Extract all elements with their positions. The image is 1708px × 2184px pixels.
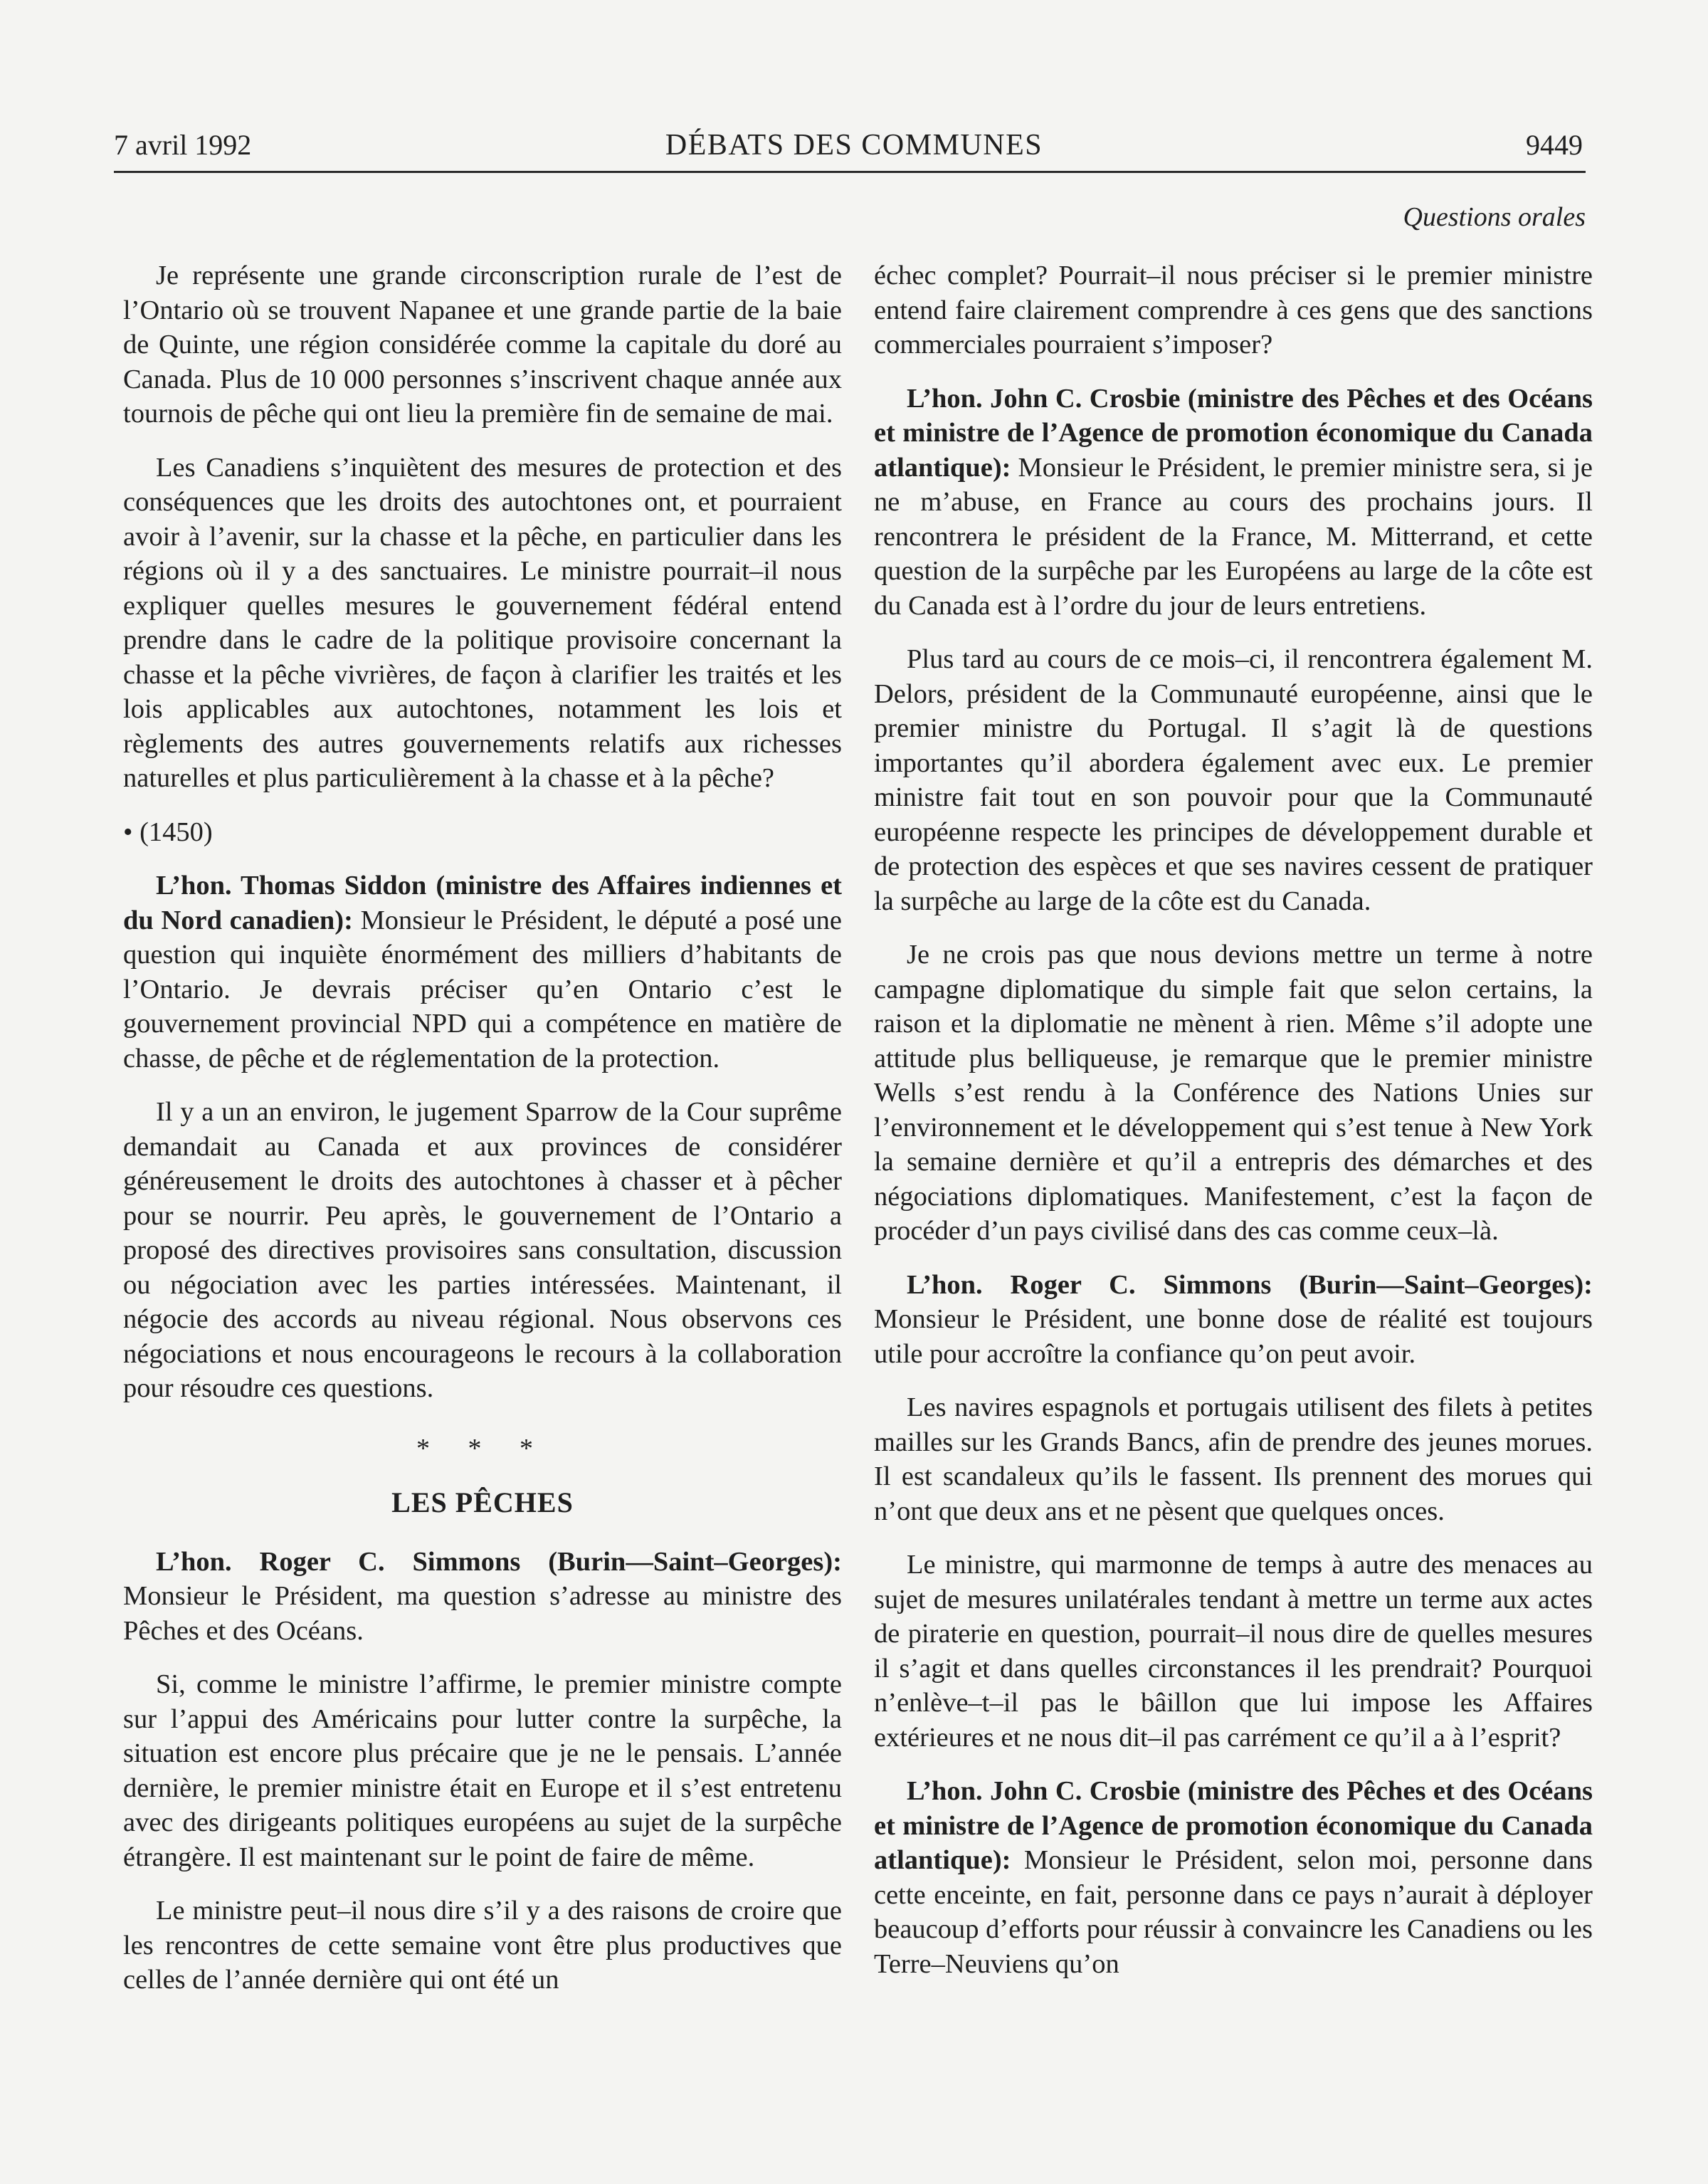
speaker-name: L’hon. John C. Crosbie (ministre des Pêches et des Océans et ministre de l’Agence de promotion économique du Canada atlantique): <box>874 383 1593 483</box>
paragraph: Il y a un an environ, le jugement Sparrow de la Cour suprême demandait au Canada et aux provinces de considérer généreusement le droits des autochtones à chasser et à pêcher pour se nourrir. Peu après, le gouvernement de l’Ontario a proposé des directives provisoires sans consultation, discussion ou négociation avec les parties intéressées. Maintenant, il négocie des accords au niveau régional. Nous observons ces négociations et nous encourageons le recours à la collaboration pour résoudre ces questions. <box>123 1097 842 1403</box>
paragraph: Les Canadiens s’inquiètent des mesures de protection et des conséquences que les droits des autochtones ont, et pourraient avoir à l’avenir, sur la chasse et la pêche, en particulier dans les régions où il y a des sanctuaires. Le ministre pourrait–il nous expliquer quelles mesures le gouvernement fédéral entend prendre dans le cadre de la politique provisoire concernant la chasse et la pêche vivrières, de façon à clarifier les traités et les lois applicables aux autochtones, notamment les lois et règlements des autres gouvernements relatifs aux richesses naturelles et plus particulièrement à la chasse et à la pêche? <box>123 452 842 793</box>
paragraph: Le ministre peut–il nous dire s’il y a des raisons de croire que les rencontres de cette semaine vont être plus productives que celles de l’année dernière qui ont été un <box>123 1896 842 1995</box>
header-title: DÉBATS DES COMMUNES <box>665 129 1043 162</box>
speech-paragraph <box>874 382 1593 624</box>
running-head: Questions orales <box>1403 202 1586 232</box>
paragraph: Je ne crois pas que nous devions mettre un terme à notre campagne diplomatique du simple fait que selon certains, la raison et la diplomatie ne mènent à rien. Même s’il adopte une attitude plus belliqueuse, je remarque que le premier ministre Wells s’est rendu à la Conférence des Nations Unies sur l’environnement et le développement qui s’est tenue à New York la semaine dernière et qu’il a entrepris des démarches et des négociations diplomatiques. Manifestement, c’est la façon de procéder d’un pays civilisé dans des cas comme ceux–là. <box>874 940 1593 1246</box>
speech-text: Monsieur le Président, le député a posé une question qui inquiète énormément des milliers d’habitants de l’Ontario. Je devrais préciser qu’en Ontario c’est le gouvernement provincial NPD qui a compétence en matière de chasse, de pêche et de réglementation de la protection. <box>123 905 842 1073</box>
speech-text: Monsieur le Président, une bonne dose de réalité est toujours utile pour accroître la confiance qu’on peut avoir. <box>874 1304 1593 1369</box>
paragraph: Les navires espagnols et portugais utilisent des filets à petites mailles sur les Grands Bancs, afin de prendre des jeunes morues. Il est scandaleux qu’ils le fassent. Ils prennent des morues qui n’ont que deux ans et ne pèsent que quelques onces. <box>874 1392 1593 1526</box>
speaker-name: L’hon. John C. Crosbie (ministre des Pêches et des Océans et ministre de l’Agence de promotion économique du Canada atlantique): <box>874 1776 1593 1875</box>
section-separator: * * * <box>416 1433 549 1464</box>
speech-paragraph <box>874 1774 1593 1981</box>
speech-paragraph <box>123 868 842 1076</box>
paragraph: Je représente une grande circonscription rurale de l’est de l’Ontario où se trouvent Napanee et une grande partie de la baie de Quinte, une région considérée comme la capitale du doré au Canada. Plus de 10 000 personnes s’inscrivent chaque année aux tournois de pêche qui ont lieu la première fin de semaine de mai. <box>123 261 842 429</box>
paragraph-continued: échec complet? Pourrait–il nous préciser si le premier ministre entend faire clairement comprendre à ces gens que des sanctions commerciales pourraient s’imposer? <box>874 261 1593 359</box>
paragraph: Si, comme le ministre l’affirme, le premier ministre compte sur l’appui des Américains pour lutter contre la surpêche, la situation est encore plus précaire que je ne le pensais. L’année dernière, le premier ministre était en Europe et il s’est entretenu avec des dirigeants politiques européens au sujet de la surpêche étrangère. Il est maintenant sur le point de faire de même. <box>123 1669 842 1872</box>
speech-paragraph <box>123 1545 842 1649</box>
paragraph: Le ministre, qui marmonne de temps à autre des menaces au sujet de mesures unilatérales tendant à mettre un terme aux actes de piraterie en question, pourrait–il nous dire de quelles mesures il s’agit et dans quelles circonstances il les prendrait? Pourquoi n’enlève–t–il pas le bâillon que lui impose les Affaires extérieures et ne nous dit–il pas carrément ce qu’il a à l’esprit? <box>874 1550 1593 1753</box>
speech-text: Monsieur le Président, selon moi, personne dans cette enceinte, en fait, personne dans ce pays n’aurait à déployer beaucoup d’efforts pour réussir à convaincre les Canadiens ou les Terre–Neuviens qu’on <box>874 1845 1593 1979</box>
time-marker: • (1450) <box>123 817 213 847</box>
right-column <box>874 258 1593 2000</box>
left-column <box>123 258 842 2017</box>
header-rule <box>114 171 1586 173</box>
header-date: 7 avril 1992 <box>114 129 252 161</box>
paragraph: Plus tard au cours de ce mois–ci, il rencontrera également M. Delors, président de la Communauté européenne, ainsi que le premier ministre du Portugal. Il s’agit là de questions importantes qu’il abordera également avec eux. Le premier ministre fait tout en son pouvoir pour que la Communauté européenne respecte les principes de développement durable et de protection des espèces et que ses navires cessent de pratiquer la surpêche au large de la côte est du Canada. <box>874 644 1593 916</box>
speaker-name: L’hon. Roger C. Simmons (Burin—Saint–Georges): <box>156 1546 842 1577</box>
speaker-name: L’hon. Thomas Siddon (ministre des Affaires indiennes et du Nord canadien): <box>123 871 842 935</box>
speaker-name: L’hon. Roger C. Simmons (Burin—Saint–Georges): <box>907 1269 1593 1300</box>
speech-paragraph <box>874 1268 1593 1372</box>
speech-text: Monsieur le Président, ma question s’adresse au ministre des Pêches et des Océans. <box>123 1581 842 1646</box>
page-number: 9449 <box>1526 129 1583 161</box>
speech-text: Monsieur le Président, le premier ministre sera, si je ne m’abuse, en France au cours des prochains jours. Il rencontrera le président de la France, M. Mitterrand, et cette question de la surpêche par les Européens au large de la côte est du Canada est à l’ordre du jour de leurs entretiens. <box>874 452 1593 621</box>
section-heading: LES PÊCHES <box>391 1486 574 1518</box>
